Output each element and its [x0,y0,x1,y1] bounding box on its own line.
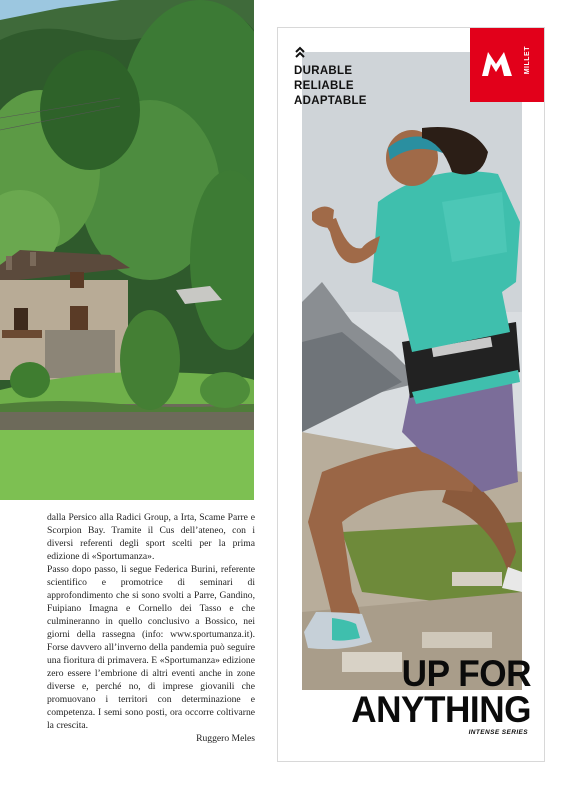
article-paragraph: Passo dopo passo, li segue Federica Burini, referente scientifico e promotrice di seminari di approfondimento che si sono svolti a Parre, Gandino, Fuipiano Imagna e Cornello dei Tasso e che culmineranno in quello conclusivo a Bossico, nei giorni della rassegna (info: www.sportumanza.it). Forse davvero all’inverno della pandemia può seguire una fioritura di primavera. E «Sportumanza» edizione zero essere l’embrione di altri eventi anche in zone diverse e, perché no, di imprese giovanili che promuovano i territori con determinazione e competenza. I semi sono posti, ora occorre coltivarne la crescita. [47,564,255,731]
millet-advertisement [277,27,545,762]
headline-line: ANYTHING [351,689,531,730]
headline-line: UP FOR [401,653,531,694]
millet-m-icon [482,52,518,76]
tagline-line: RELIABLE [294,80,354,92]
article-paragraph: dalla Persico alla Radici Group, a Irta, Scame Parre e Scorpion Bay. Tramite il Cus dell’ateneo, con i diversi referenti degli sport scelti per la prima edizione di «Sportumanza». [47,512,255,562]
tagline-line: ADAPTABLE [294,95,367,107]
tagline-line: DURABLE [294,65,353,77]
village-landscape-photo [0,0,254,500]
ad-headline [308,653,531,730]
trail-runner-photo [302,52,522,690]
double-chevron-up-icon [294,46,306,58]
millet-logo [470,28,544,102]
article-author: Ruggero Meles [196,733,255,744]
brand-name: MILLET [524,46,531,75]
series-label: INTENSE SERIES [468,729,528,736]
article-body [47,511,255,745]
tagline [294,64,367,109]
